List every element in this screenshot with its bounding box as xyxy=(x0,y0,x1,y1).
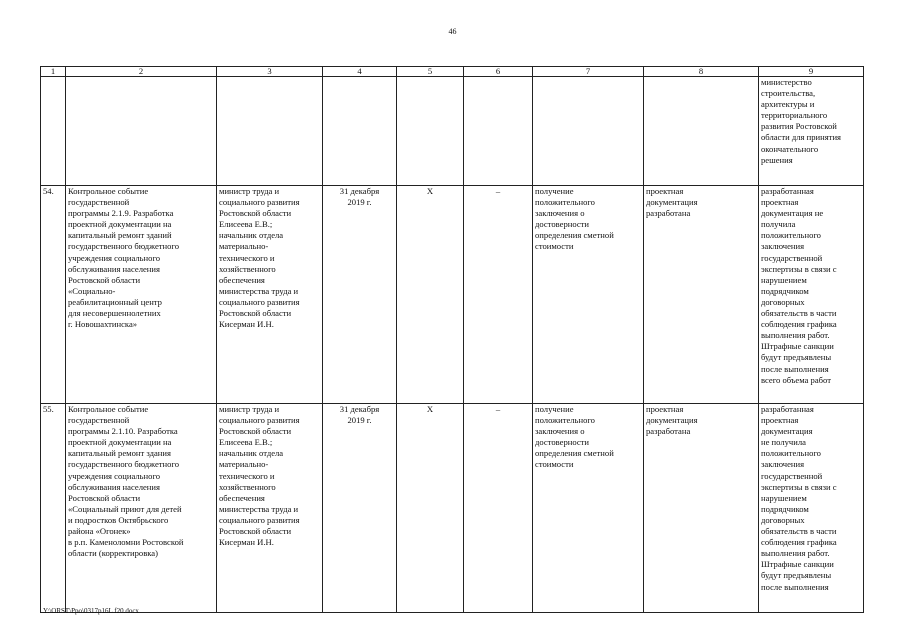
column-header: 5 xyxy=(397,67,464,77)
date-cell: 31 декабря 2019 г. xyxy=(323,186,397,404)
empty-cell xyxy=(533,77,644,186)
planned-result-cell: получение положительного заключения о достоверности определения сметной стоимости xyxy=(533,186,644,404)
date-cell: 31 декабря 2019 г. xyxy=(323,404,397,613)
header-row xyxy=(41,67,864,77)
responsible-cell: министр труда и социального развития Ростовской области Елисеева Е.В.; начальник отдела материально- технического и хозяйственного обеспечения министерства труда и социального развития Ростовской области Кисерман И.Н. xyxy=(217,186,323,404)
col6-cell: – xyxy=(464,186,533,404)
row-number-cell: 55. xyxy=(41,404,66,613)
col5-cell: Х xyxy=(397,186,464,404)
reasons-cell: разработанная проектная документация не получила положительного заключения государственной экспертизы в связи с нарушением подрядчиком договорных обязательств в части соблюдения графика выполнения работ. Штрафные санкции будут предъявлены после выполнения xyxy=(759,404,864,613)
planned-result-cell: получение положительного заключения о достоверности определения сметной стоимости xyxy=(533,404,644,613)
empty-cell xyxy=(323,77,397,186)
reasons-cell: министерство строительства, архитектуры и территориального развития Ростовской области для принятия окончательного решения xyxy=(759,77,864,186)
table-row xyxy=(41,186,864,404)
empty-cell xyxy=(464,77,533,186)
row-number-cell: 54. xyxy=(41,186,66,404)
empty-cell xyxy=(217,77,323,186)
footer-file-path: Y:\ORST\Ppo\0317p16L f20.docx xyxy=(43,607,139,615)
column-header: 4 xyxy=(323,67,397,77)
table-row-continuation xyxy=(41,77,864,186)
empty-cell xyxy=(66,77,217,186)
report-table xyxy=(40,66,864,613)
col6-cell: – xyxy=(464,404,533,613)
event-cell: Контрольное событие государственной программы 2.1.10. Разработка проектной документации на капитальный ремонт здания государственного бюджетного учреждения социального обслуживания населения Ростовской области «Социальный приют для детей и подростков Октябрьского района «Огонек» в р.п. Каменоломни Ростовской области (корректировка) xyxy=(66,404,217,613)
column-header: 3 xyxy=(217,67,323,77)
empty-cell xyxy=(41,77,66,186)
column-header: 1 xyxy=(41,67,66,77)
column-header: 9 xyxy=(759,67,864,77)
column-header: 7 xyxy=(533,67,644,77)
table-row xyxy=(41,404,864,613)
page-number: 46 xyxy=(448,27,457,36)
col5-cell: Х xyxy=(397,404,464,613)
event-cell: Контрольное событие государственной программы 2.1.9. Разработка проектной документации на капитальный ремонт зданий государственного бюджетного учреждения социального обслуживания населения Ростовской области «Социально- реабилитационный центр для несовершеннолетних г. Новошахтинска» xyxy=(66,186,217,404)
actual-result-cell: проектная документация разработана xyxy=(644,404,759,613)
empty-cell xyxy=(644,77,759,186)
column-header: 6 xyxy=(464,67,533,77)
actual-result-cell: проектная документация разработана xyxy=(644,186,759,404)
empty-cell xyxy=(397,77,464,186)
reasons-cell: разработанная проектная документация не получила положительного заключения государственной экспертизы в связи с нарушением подрядчиком договорных обязательств в части соблюдения графика выполнения работ. Штрафные санкции будут предъявлены после выполнения всего объема работ xyxy=(759,186,864,404)
responsible-cell: министр труда и социального развития Ростовской области Елисеева Е.В.; начальник отдела материально- технического и хозяйственного обеспечения министерства труда и социального развития Ростовской области Кисерман И.Н. xyxy=(217,404,323,613)
column-header: 2 xyxy=(66,67,217,77)
column-header: 8 xyxy=(644,67,759,77)
